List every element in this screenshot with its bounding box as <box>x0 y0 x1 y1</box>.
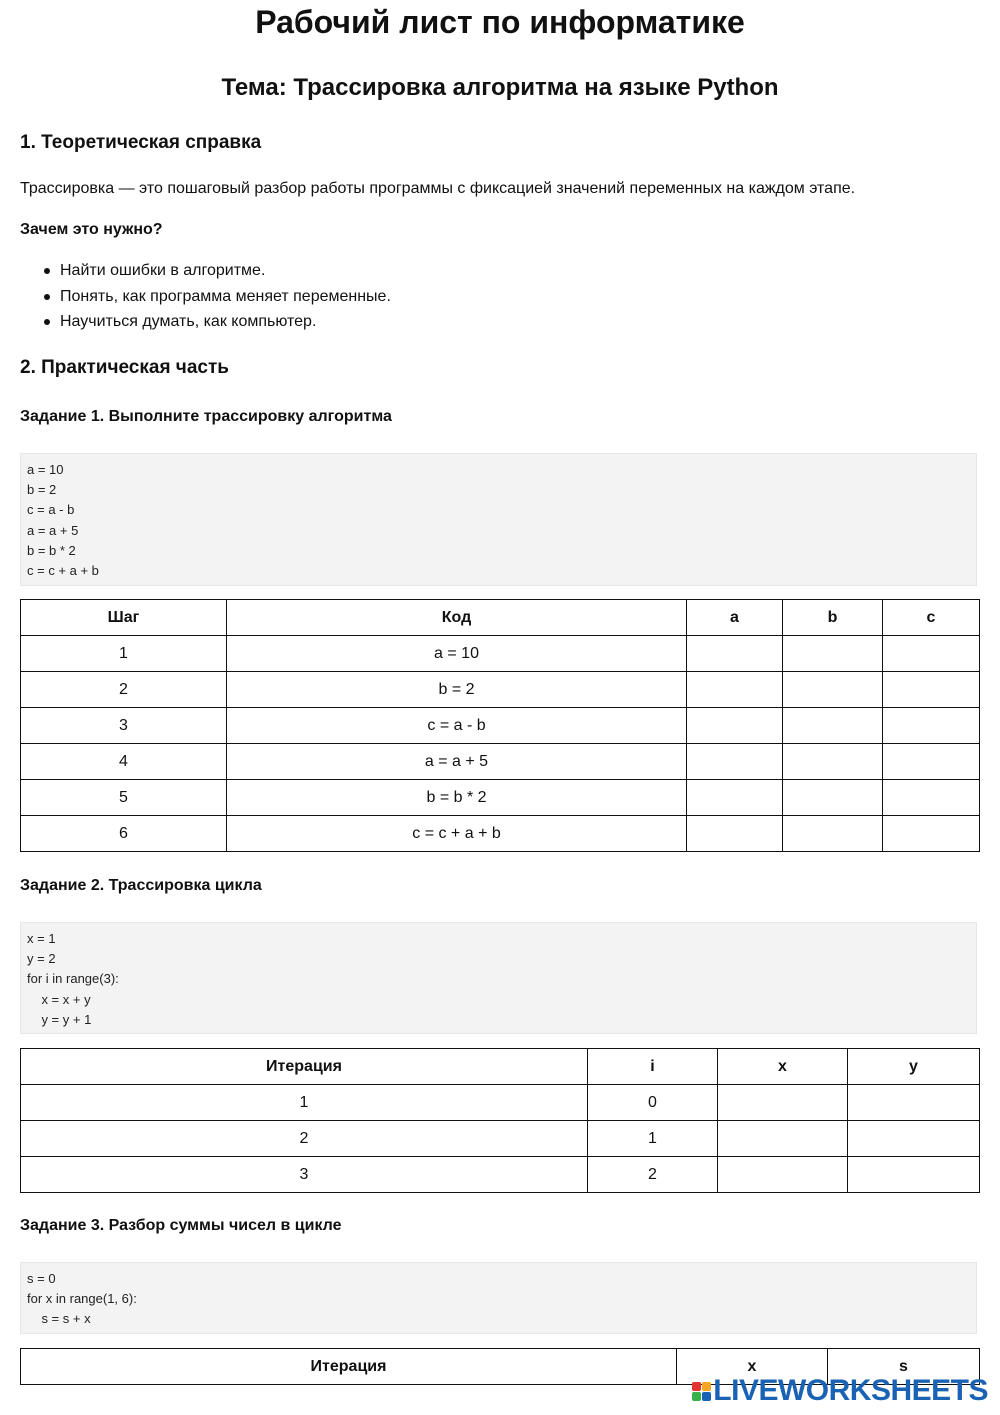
code-line: y = 2 <box>27 951 56 967</box>
table-row <box>21 1157 980 1193</box>
answer-cell-b[interactable] <box>783 744 883 780</box>
bullet-icon <box>44 294 50 300</box>
task3-code-block <box>20 1262 977 1334</box>
code-line: a = 10 <box>27 462 64 477</box>
iteration-cell: 3 <box>21 1157 588 1193</box>
table-header-row <box>21 1049 980 1085</box>
section2-heading: 2. Практическая часть <box>20 357 229 378</box>
code-line: a = a + 5 <box>27 522 79 538</box>
answer-cell-y[interactable] <box>848 1121 980 1157</box>
column-header: Шаг <box>21 600 227 636</box>
step-cell: 5 <box>21 780 227 816</box>
reasons-list <box>42 260 391 337</box>
answer-cell-b[interactable] <box>783 636 883 672</box>
column-header: x <box>677 1349 828 1385</box>
code-cell: b = b * 2 <box>227 780 687 816</box>
column-header: x <box>718 1049 848 1085</box>
list-item: Найти ошибки в алгоритме. <box>42 260 391 286</box>
answer-cell-a[interactable] <box>687 744 783 780</box>
task3-heading: Задание 3. Разбор суммы чисел в цикле <box>20 1217 342 1234</box>
column-header: i <box>588 1049 718 1085</box>
code-line: y = y + 1 <box>27 1011 92 1027</box>
task1-trace-table <box>20 599 980 852</box>
code-line: s = 0 <box>27 1271 56 1286</box>
definition-text: Трассировка — это пошаговый разбор работы программы с фиксацией значений переменных на каждом этапе. <box>20 180 856 197</box>
answer-cell-a[interactable] <box>687 780 783 816</box>
column-header: Код <box>227 600 687 636</box>
code-line: x = x + y <box>27 991 91 1007</box>
table-row <box>21 816 980 852</box>
answer-cell-a[interactable] <box>687 708 783 744</box>
answer-cell-c[interactable] <box>883 744 980 780</box>
step-cell: 2 <box>21 672 227 708</box>
table-row <box>21 1121 980 1157</box>
code-line: c = a - b <box>27 502 75 518</box>
answer-cell-x[interactable] <box>718 1085 848 1121</box>
answer-cell-y[interactable] <box>848 1157 980 1193</box>
answer-cell-c[interactable] <box>883 816 980 852</box>
table-row <box>21 636 980 672</box>
i-cell: 1 <box>588 1121 718 1157</box>
task1-heading: Задание 1. Выполните трассировку алгоритма <box>20 408 392 425</box>
task2-code-block <box>20 922 977 1034</box>
page-subtitle: Тема: Трассировка алгоритма на языке Python <box>221 74 779 101</box>
answer-cell-a[interactable] <box>687 672 783 708</box>
column-header: a <box>687 600 783 636</box>
i-cell: 2 <box>588 1157 718 1193</box>
answer-cell-c[interactable] <box>883 636 980 672</box>
code-line: s = s + x <box>27 1311 91 1327</box>
column-header: Итерация <box>21 1349 677 1385</box>
list-item: Научиться думать, как компьютер. <box>42 311 391 337</box>
answer-cell-a[interactable] <box>687 636 783 672</box>
bullet-icon <box>44 319 50 325</box>
answer-cell-b[interactable] <box>783 780 883 816</box>
bullet-icon <box>44 268 50 274</box>
answer-cell-y[interactable] <box>848 1085 980 1121</box>
column-header: Итерация <box>21 1049 588 1085</box>
column-header: b <box>783 600 883 636</box>
answer-cell-x[interactable] <box>718 1121 848 1157</box>
page-title: Рабочий лист по информатике <box>255 4 745 40</box>
liveworksheets-logo <box>692 1376 988 1406</box>
table-row <box>21 744 980 780</box>
column-header: y <box>848 1049 980 1085</box>
answer-cell-a[interactable] <box>687 816 783 852</box>
code-line: for i in range(3): <box>27 971 119 987</box>
code-cell: a = a + 5 <box>227 744 687 780</box>
task2-trace-table <box>20 1048 980 1193</box>
answer-cell-b[interactable] <box>783 816 883 852</box>
logo-badge-icon <box>692 1382 711 1401</box>
step-cell: 3 <box>21 708 227 744</box>
iteration-cell: 2 <box>21 1121 588 1157</box>
list-item: Понять, как программа меняет переменные. <box>42 286 391 312</box>
code-cell: c = c + a + b <box>227 816 687 852</box>
answer-cell-c[interactable] <box>883 708 980 744</box>
i-cell: 0 <box>588 1085 718 1121</box>
table-row <box>21 708 980 744</box>
code-line: b = 2 <box>27 482 57 498</box>
code-line: b = b * 2 <box>27 542 76 558</box>
table-row <box>21 780 980 816</box>
task2-heading: Задание 2. Трассировка цикла <box>20 877 262 894</box>
code-cell: c = a - b <box>227 708 687 744</box>
task1-code-block <box>20 453 977 586</box>
code-line: x = 1 <box>27 931 56 946</box>
code-cell: b = 2 <box>227 672 687 708</box>
code-line: for x in range(1, 6): <box>27 1291 137 1307</box>
answer-cell-b[interactable] <box>783 708 883 744</box>
logo-text: LIVEWORKSHEETS <box>713 1374 988 1407</box>
step-cell: 1 <box>21 636 227 672</box>
table-row <box>21 1085 980 1121</box>
answer-cell-c[interactable] <box>883 780 980 816</box>
code-line: c = c + a + b <box>27 562 99 578</box>
step-cell: 6 <box>21 816 227 852</box>
iteration-cell: 1 <box>21 1085 588 1121</box>
code-cell: a = 10 <box>227 636 687 672</box>
column-header: c <box>883 600 980 636</box>
answer-cell-c[interactable] <box>883 672 980 708</box>
table-row <box>21 672 980 708</box>
why-heading: Зачем это нужно? <box>20 221 163 238</box>
column-header: s <box>828 1349 980 1385</box>
answer-cell-b[interactable] <box>783 672 883 708</box>
table-header-row <box>21 600 980 636</box>
step-cell: 4 <box>21 744 227 780</box>
answer-cell-x[interactable] <box>718 1157 848 1193</box>
section1-heading: 1. Теоретическая справка <box>20 132 262 153</box>
